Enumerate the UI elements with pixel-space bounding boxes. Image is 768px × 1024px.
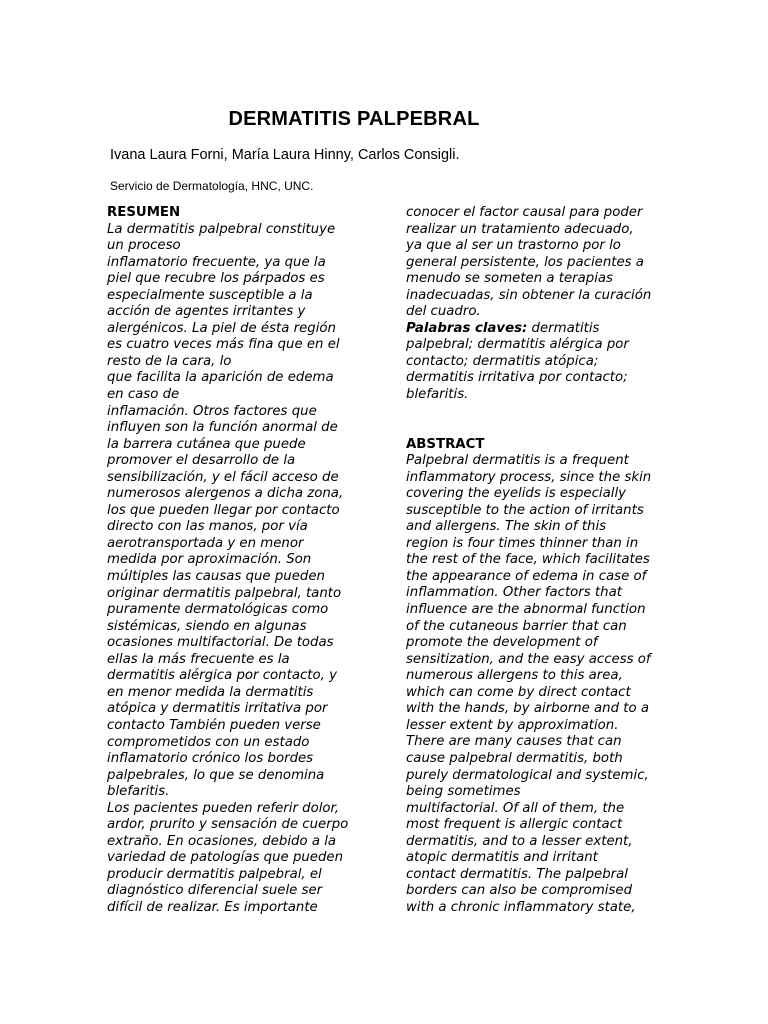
resumen-text-line: menudo se someten a terapias bbox=[406, 271, 613, 287]
abstract-text-line: contact dermatitis. The palpebral bbox=[406, 866, 628, 882]
resumen-text-line: especialmente susceptible a la bbox=[107, 287, 313, 303]
resumen-text-line: variedad de patologías que pueden bbox=[107, 850, 344, 866]
abstract-text-line: cause palpebral dermatitis, both bbox=[406, 750, 623, 766]
abstract-text-line: borders can also be compromised bbox=[406, 883, 633, 899]
resumen-continued bbox=[406, 205, 674, 321]
abstract-text-line: and allergens. The skin of this bbox=[406, 519, 607, 535]
resumen-text-line: contacto También pueden verse bbox=[107, 717, 321, 733]
abstract-text-line: sensitization, and the easy access of bbox=[406, 651, 651, 667]
resumen-text-line: resto de la cara, lo bbox=[107, 353, 232, 369]
abstract-text-line: which can come by direct contact bbox=[406, 684, 631, 700]
abstract-text-line: being sometimes bbox=[406, 784, 521, 800]
abstract-heading: ABSTRACT bbox=[406, 436, 485, 452]
resumen-text-line: ellas la más frecuente es la bbox=[107, 651, 290, 667]
resumen-text-line: directo con las manos, por vía bbox=[107, 519, 308, 535]
resumen-text-line: sensibilización, y el fácil acceso de bbox=[107, 469, 339, 485]
right-column bbox=[406, 205, 674, 916]
resumen-text-line: influyen son la función anormal de bbox=[107, 420, 338, 436]
abstract-text-line: most frequent is allergic contact bbox=[406, 817, 623, 833]
resumen-text-line: acción de agentes irritantes y bbox=[107, 304, 306, 320]
resumen-text-line: ardor, prurito y sensación de cuerpo bbox=[107, 817, 349, 833]
resumen-heading: RESUMEN bbox=[107, 205, 181, 220]
resumen-text-line: blefaritis. bbox=[107, 784, 170, 800]
abstract-text-line: covering the eyelids is especially bbox=[406, 486, 627, 502]
resumen-text-line: producir dermatitis palpebral, el bbox=[107, 866, 322, 882]
resumen-text-line: inadecuadas, sin obtener la curación bbox=[406, 287, 652, 303]
resumen-text-line: conocer el factor causal para poder bbox=[406, 205, 643, 220]
abstract-body bbox=[406, 453, 674, 916]
resumen-text-line: piel que recubre los párpados es bbox=[107, 271, 325, 287]
abstract-text-line: the rest of the face, which facilitates bbox=[406, 552, 650, 568]
resumen-text-line: comprometidos con un estado bbox=[107, 734, 310, 750]
resumen-text-line: extraño. En ocasiones, debido a la bbox=[107, 833, 337, 849]
resumen-text-line: atópica y dermatitis irritativa por bbox=[107, 701, 328, 717]
resumen-text-line: en menor medida la dermatitis bbox=[107, 684, 314, 700]
abstract-text-line: region is four times thinner than in bbox=[406, 535, 639, 551]
abstract-text-line: atopic dermatitis and irritant bbox=[406, 850, 598, 866]
resumen-text-line: inflamatorio frecuente, ya que la bbox=[107, 254, 326, 270]
keywords-text-line: blefaritis. bbox=[406, 387, 469, 403]
resumen-text-line: general persistente, los pacientes a bbox=[406, 254, 644, 270]
resumen-text-line: inflamación. Otros factores que bbox=[107, 403, 317, 419]
abstract-text-line: There are many causes that can bbox=[406, 734, 622, 750]
resumen-text-line: puramente dermatológicas como bbox=[107, 602, 329, 618]
resumen-text-line: múltiples las causas que pueden bbox=[107, 569, 325, 585]
abstract-text-line: inflammatory process, since the skin bbox=[406, 469, 652, 485]
resumen-text-line: ya que al ser un trastorno por lo bbox=[406, 238, 621, 254]
abstract-text-line: lesser extent by approximation. bbox=[406, 717, 619, 733]
resumen-text-line: medida por aproximación. Son bbox=[107, 552, 312, 568]
abstract-text-line: multifactorial. Of all of them, the bbox=[406, 800, 625, 816]
resumen-text-line: Los pacientes pueden referir dolor, bbox=[107, 800, 340, 816]
resumen-text-line: realizar un tratamiento adecuado, bbox=[406, 221, 634, 237]
resumen-text-line: numerosos alergenos a dicha zona, bbox=[107, 486, 344, 502]
resumen-text-line: la barrera cutánea que puede bbox=[107, 436, 306, 452]
resumen-text-line: La dermatitis palpebral constituye bbox=[107, 221, 336, 237]
resumen-text-line: es cuatro veces más fina que en el bbox=[107, 337, 340, 353]
resumen-text-line: dermatitis alérgica por contacto, y bbox=[107, 668, 337, 684]
resumen-text-line: en caso de bbox=[107, 387, 180, 403]
resumen-text-line: sistémicas, siendo en algunas bbox=[107, 618, 307, 634]
resumen-text-line: ocasiones multifactorial. De todas bbox=[107, 635, 334, 651]
section-spacer bbox=[406, 404, 674, 437]
resumen-text-line: un proceso bbox=[107, 238, 181, 254]
resumen-text-line: aerotransportada y en menor bbox=[107, 535, 304, 551]
left-column bbox=[107, 205, 369, 917]
keywords-text-line: palpebral; dermatitis alérgica por bbox=[406, 337, 629, 353]
resumen-text-line: del cuadro. bbox=[406, 304, 481, 320]
resumen-text-line: alergénicos. La piel de ésta región bbox=[107, 320, 336, 336]
abstract-text-line: Palpebral dermatitis is a frequent bbox=[406, 453, 629, 469]
abstract-text-line: numerous allergens to this area, bbox=[406, 668, 623, 684]
abstract-text-line: susceptible to the action of irritants bbox=[406, 502, 644, 518]
keywords-first-line bbox=[406, 321, 674, 338]
abstract-text-line: dermatitis, and to a lesser extent, bbox=[406, 833, 633, 849]
abstract-text-line: promote the development of bbox=[406, 635, 598, 651]
abstract-text-line: purely dermatological and systemic, bbox=[406, 767, 649, 783]
abstract-text-line: influence are the abnormal function bbox=[406, 602, 646, 618]
author-list: Ivana Laura Forni, María Laura Hinny, Carlos Consigli. bbox=[110, 147, 460, 163]
resumen-text-line: diagnóstico diferencial suele ser bbox=[107, 883, 323, 899]
abstract-text-line: with the hands, by airborne and to a bbox=[406, 701, 649, 717]
resumen-text-line: inflamatorio crónico los bordes bbox=[107, 751, 314, 767]
abstract-text-line: of the cutaneous barrier that can bbox=[406, 618, 627, 634]
resumen-text-line: promover el desarrollo de la bbox=[107, 453, 296, 469]
resumen-body bbox=[107, 222, 369, 917]
keywords-label: Palabras claves: bbox=[406, 320, 528, 336]
keywords-body bbox=[406, 337, 674, 403]
resumen-text-line: originar dermatitis palpebral, tanto bbox=[107, 585, 342, 601]
keywords-first-text: dermatitis bbox=[527, 320, 600, 336]
abstract-text-line: with a chronic inflammatory state, bbox=[406, 899, 636, 915]
resumen-text-line: palpebrales, lo que se denomina bbox=[107, 767, 325, 783]
abstract-text-line: the appearance of edema in case of bbox=[406, 568, 647, 584]
keywords-text-line: dermatitis irritativa por contacto; bbox=[406, 370, 628, 386]
resumen-text-line: difícil de realizar. Es importante bbox=[107, 899, 318, 915]
affiliation: Servicio de Dermatología, HNC, UNC. bbox=[110, 179, 314, 193]
paper-title: DERMATITIS PALPEBRAL bbox=[228, 108, 480, 130]
resumen-text-line: que facilita la aparición de edema bbox=[107, 370, 334, 386]
resumen-text-line: los que pueden llegar por contacto bbox=[107, 502, 340, 518]
abstract-text-line: inflammation. Other factors that bbox=[406, 585, 622, 601]
keywords-text-line: contacto; dermatitis atópica; bbox=[406, 353, 599, 369]
